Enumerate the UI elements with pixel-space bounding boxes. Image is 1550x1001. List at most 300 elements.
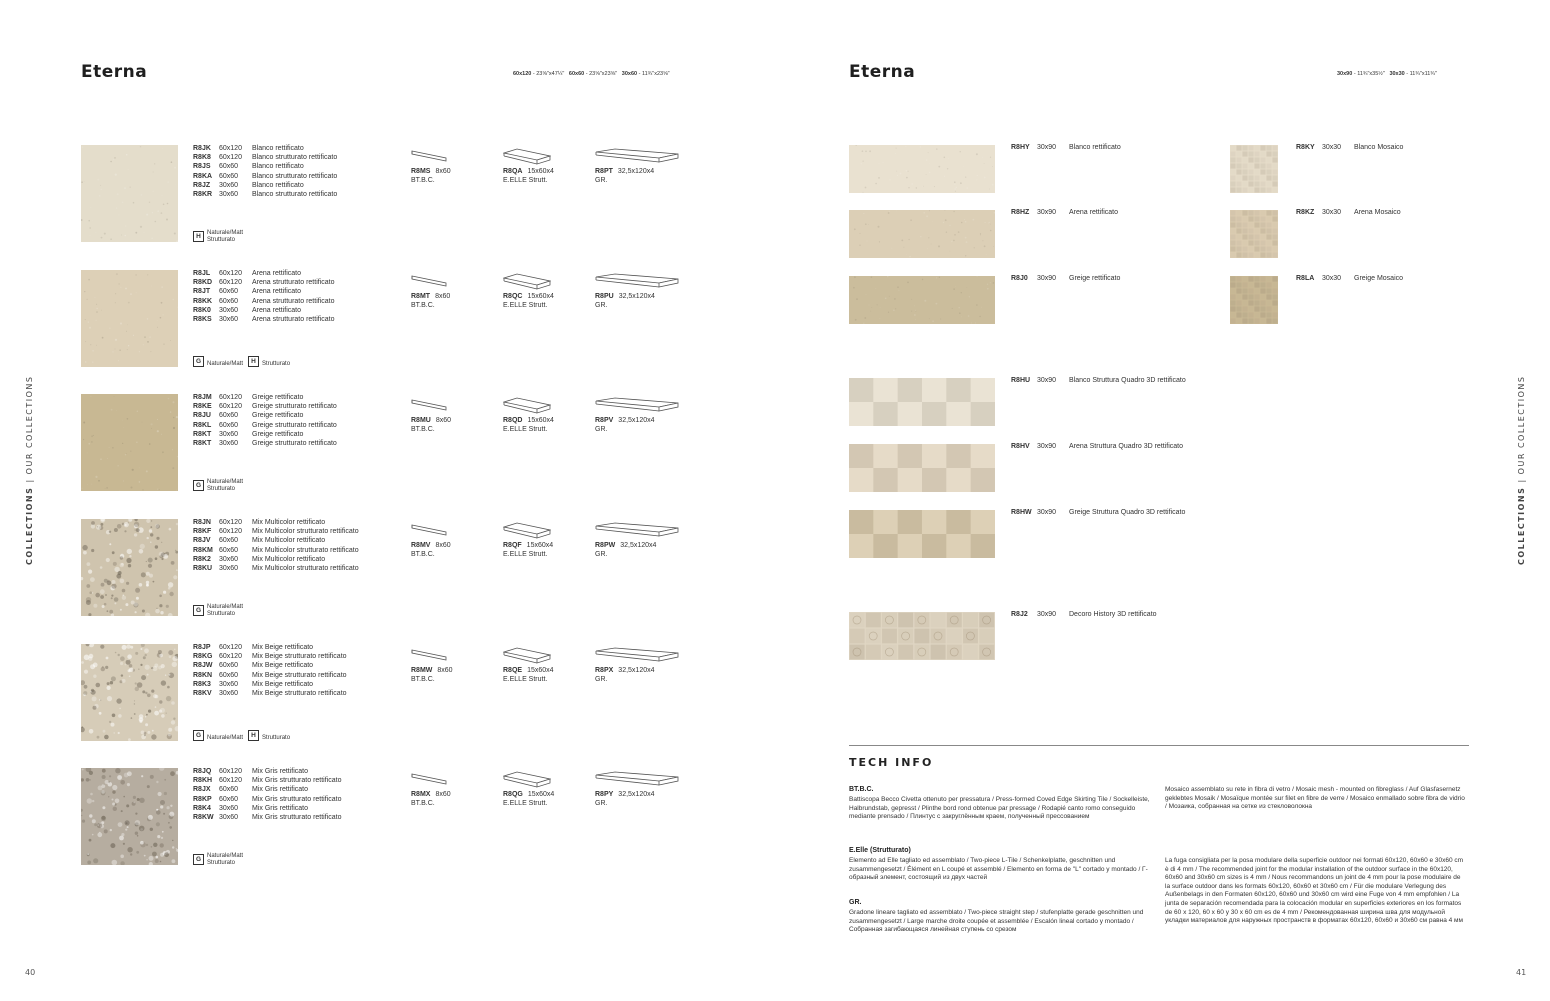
product-name: Mix Beige rettificato [252, 662, 314, 670]
trim-label: E.ELLE Strutt. [503, 426, 548, 433]
product-size: 60x60 [219, 537, 239, 545]
product-name: Mix Multicolor strutturato rettificato [252, 546, 359, 554]
product-name: Greige rettificato [252, 430, 304, 438]
trim-info [503, 167, 554, 185]
product-row [193, 393, 337, 402]
product-size: 60x120 [219, 768, 242, 775]
product-name: Greige strutturato rettificato [252, 421, 337, 429]
trim-code: R8MW [411, 667, 433, 674]
product-name: Arena rettificato [252, 288, 302, 296]
wall-tile-swatch [849, 276, 995, 324]
trim-size: 8x60 [435, 791, 451, 798]
trim-code: R8MX [411, 791, 431, 798]
product-size: 60x120 [219, 154, 242, 162]
left-size-list: 60x120 - 23⅝"x47¼" 60x60 - 23⅝"x23⅝" 30x60 - 11¾"x23⅝" [513, 71, 670, 77]
finish-line: Strutturato [207, 485, 236, 492]
trim-label: GR. [595, 177, 608, 184]
trim-line [503, 167, 554, 176]
wall-tile-info [1011, 275, 1120, 282]
trim-info [595, 292, 655, 310]
trim-label: BT.B.C. [411, 551, 435, 558]
product-code: R8K4 [193, 804, 211, 812]
trim-label: E.ELLE Strutt. [503, 177, 548, 184]
product-size: 60x60 [219, 297, 239, 305]
tile-swatch [81, 145, 178, 242]
size-label: 60x60 [568, 71, 585, 77]
wall-tile-size: 30x90 [1037, 443, 1057, 450]
wall-tile-info [1011, 443, 1183, 450]
mosaic-info [1296, 144, 1403, 151]
trim-code: R8PV [595, 417, 614, 424]
trim-info [411, 167, 451, 185]
trim-size: 32,5x120x4 [617, 168, 655, 175]
trim-size: 8x60 [435, 417, 452, 424]
tech-info-divider [849, 745, 1469, 746]
product-size: 30x60 [219, 814, 239, 822]
step-tile-icon [595, 272, 679, 294]
skirting-tile-icon [411, 147, 447, 167]
product-code-list [193, 643, 347, 698]
right-page-number: 41 [1516, 968, 1527, 977]
trim-info [503, 292, 554, 310]
trim-info [595, 416, 655, 434]
trim-label: GR. [595, 551, 608, 558]
product-size: 60x60 [219, 546, 239, 554]
wall-tile-info [1011, 144, 1121, 151]
wall-tile-name: Blanco rettificato [1069, 144, 1121, 151]
step-tile-icon [595, 646, 679, 668]
trim-code: R8PW [595, 542, 616, 549]
product-row [193, 144, 337, 153]
product-code: R8KK [193, 297, 213, 305]
tech-block-gr [849, 899, 1151, 935]
trim-size: 8x60 [435, 168, 451, 175]
product-size: 60x120 [219, 653, 242, 661]
product-code: R8JZ [193, 181, 211, 189]
tech-info-title: TECH INFO [849, 756, 934, 769]
product-row [193, 795, 341, 804]
side-label-bold: COLLECTIONS [1517, 486, 1526, 565]
trim-size: 15x60x4 [527, 791, 555, 798]
product-code: R8KP [193, 795, 212, 803]
trim-code: R8QG [503, 791, 523, 798]
tile-swatch [81, 644, 178, 741]
product-row [193, 804, 341, 813]
mosaic-code: R8KY [1296, 144, 1315, 151]
product-name: Mix Multicolor strutturato rettificato [252, 528, 359, 536]
product-name: Greige rettificato [252, 394, 304, 401]
trim-line [503, 416, 554, 425]
mosaic-swatch [1230, 210, 1278, 258]
product-row [193, 671, 347, 680]
trim-code: R8QA [503, 168, 523, 175]
tech-joint-note: La fuga consigliata per la posa modulare della superficie outdoor nei formati 60x120, 60x60 e 30x60 cm è di 4 mm / The recommended joint for the modular installation of the outdoor surface in the 60x120, 60x60 and 30x60 cm sizes is 4 mm / Nous recommandons un joint de 4 mm pour la pose modulaire de la surface outdoor dans les formats 60x120, 60x60 et 30x60 cm / Für die modulare Verlegung des Außenbelags in den Formaten 60x120, 60x60 und 30x60 cm wird eine Fuge von 4 mm empfohlen / La junta de separación recomendada para la colocación modular en superficies exteriores en los formatos de 60 x 120, 60 x 60 y 30 x 60 cm es de 4 mm / Рекомендованная ширина шва для модульной укладки материалов для наружных пространств в форматах 60x120, 60x60 и 30x60 см равна 4 мм [1165, 857, 1464, 925]
tile-swatch [81, 768, 178, 865]
tech-block-head: GR. [849, 899, 862, 906]
trim-code: R8QC [503, 293, 523, 300]
step-tile-icon [595, 147, 679, 169]
trim-line [595, 541, 656, 550]
finish-line: Naturale/Matt [207, 361, 244, 367]
product-size: 30x60 [219, 690, 239, 698]
l-tile-icon [503, 272, 551, 294]
product-code: R8JT [193, 288, 211, 296]
product-code: R8JM [193, 394, 212, 401]
tech-block-head: BT.B.C. [849, 786, 874, 793]
trim-size: 15x60x4 [526, 542, 554, 549]
product-size: 30x60 [219, 440, 239, 448]
l-tile-icon [503, 646, 551, 668]
product-row [193, 776, 341, 785]
product-row [193, 278, 334, 287]
mosaic-code: R8KZ [1296, 209, 1315, 216]
product-row [193, 421, 337, 430]
size-inch: 23⅝"x47¼" [536, 71, 565, 77]
trim-line [503, 292, 554, 301]
trim-info [503, 666, 554, 684]
product-row [193, 162, 337, 171]
trim-size: 8x60 [435, 293, 451, 300]
trim-code: R8PU [595, 293, 614, 300]
product-row [193, 297, 334, 306]
trim-code: R8MV [411, 542, 431, 549]
skirting-tile-icon [411, 396, 447, 416]
product-size: 60x60 [219, 421, 239, 429]
trim-info [595, 790, 655, 808]
product-name: Blanco rettificato [252, 145, 304, 152]
product-size: 60x60 [219, 671, 239, 679]
wall-tile-size: 30x90 [1037, 377, 1057, 384]
trim-size: 32,5x120x4 [618, 417, 655, 424]
trim-code: R8PX [595, 667, 614, 674]
product-row [193, 315, 334, 324]
wall-tile-code: R8HW [1011, 509, 1032, 516]
tech-block-head: E.Elle (Strutturato) [849, 847, 911, 854]
trim-info [411, 790, 451, 808]
trim-size: 8x60 [435, 542, 451, 549]
product-size: 60x120 [219, 519, 242, 526]
trim-code: R8PT [595, 168, 613, 175]
product-name: Mix Beige strutturato rettificato [252, 690, 347, 698]
wall-tile-name: Greige rettificato [1069, 275, 1121, 282]
product-name: Mix Beige rettificato [252, 644, 314, 651]
trim-label: GR. [595, 676, 608, 683]
finish-text [207, 735, 243, 742]
product-code: R8JQ [193, 768, 212, 775]
finish-badge: G [193, 730, 204, 741]
product-row [193, 153, 337, 162]
product-size: 30x60 [219, 680, 239, 688]
product-size: 30x60 [219, 316, 239, 324]
finish-line: Strutturato [262, 361, 291, 367]
trim-label: BT.B.C. [411, 676, 435, 683]
side-label-rest: | OUR COLLECTIONS [1517, 375, 1526, 487]
trim-info [595, 666, 655, 684]
size-label: 60x120 [513, 71, 532, 77]
product-size: 30x60 [219, 306, 239, 314]
product-size: 60x60 [219, 786, 239, 794]
trim-info [411, 666, 453, 684]
product-code-list [193, 767, 341, 822]
product-size: 30x60 [219, 181, 239, 189]
product-row [193, 527, 359, 536]
product-size: 60x120 [219, 394, 242, 401]
product-code: R8KT [193, 430, 212, 438]
finish-line: Strutturato [207, 236, 236, 243]
mosaic-code: R8LA [1296, 275, 1315, 282]
finish-legend [193, 230, 248, 243]
finish-legend [193, 729, 295, 742]
product-name: Mix Multicolor rettificato [252, 537, 326, 545]
product-name: Arena strutturato rettificato [252, 279, 335, 287]
wall-tile-code: R8HU [1011, 377, 1031, 384]
product-name: Mix Beige rettificato [252, 680, 314, 688]
product-row [193, 269, 334, 278]
trim-code: R8MT [411, 293, 431, 300]
product-size: 30x60 [219, 804, 239, 812]
product-name: Greige rettificato [252, 412, 304, 420]
trim-info [411, 541, 451, 559]
trim-code: R8QD [503, 417, 523, 424]
product-name: Blanco strutturato rettificato [252, 154, 338, 162]
product-code: R8KM [193, 546, 213, 554]
wall-tile-code: R8HZ [1011, 209, 1030, 216]
left-page-number: 40 [25, 968, 36, 977]
product-code: R8JN [193, 519, 211, 526]
product-row [193, 172, 337, 181]
finish-badge: G [193, 605, 204, 616]
trim-label: BT.B.C. [411, 177, 435, 184]
finish-badge: G [193, 356, 204, 367]
product-size: 60x120 [219, 644, 242, 651]
product-code: R8JW [193, 662, 213, 670]
size-inch: 11¾"x35½" [1357, 71, 1385, 77]
product-size: 60x120 [219, 528, 242, 536]
product-size: 30x60 [219, 555, 239, 563]
trim-info [595, 541, 656, 559]
trim-info [503, 790, 554, 808]
product-name: Blanco strutturato rettificato [252, 172, 338, 180]
product-row [193, 190, 337, 199]
skirting-tile-icon [411, 770, 447, 790]
product-row [193, 767, 341, 776]
trim-size: 15x60x4 [527, 293, 554, 300]
wall-tile-code: R8J2 [1011, 611, 1028, 618]
product-row [193, 402, 337, 411]
trim-info [411, 292, 450, 310]
product-code: R8KN [193, 671, 213, 679]
product-name: Blanco rettificato [252, 163, 304, 171]
product-name: Mix Gris rettificato [252, 804, 309, 812]
finish-text [207, 230, 243, 243]
product-size: 60x60 [219, 795, 239, 803]
product-name: Arena rettificato [252, 270, 302, 277]
finish-line: Strutturato [207, 610, 236, 617]
product-name: Mix Multicolor strutturato rettificato [252, 565, 359, 573]
wall-tile-swatch [849, 145, 995, 193]
finish-badge: H [248, 730, 259, 741]
tech-block-body: Gradone lineare tagliato ed assemblato / Two-piece straight step / stufenplatte gerade geschnitten und zusammengesetzt / Large marche droite coupée et assemblée / Escalón lineal cortado y montado / Собранная загибающаяся линейная ступень со срезом [849, 909, 1144, 934]
product-code: R8JV [193, 537, 211, 545]
product-code: R8KV [193, 690, 212, 698]
product-row [193, 661, 347, 670]
product-code: R8KU [193, 565, 213, 573]
trim-size: 32,5x120x4 [618, 667, 655, 674]
mosaic-size: 30x30 [1322, 275, 1342, 282]
trim-line [411, 292, 450, 301]
wall-tile-size: 30x90 [1037, 144, 1057, 151]
product-size: 60x120 [219, 270, 242, 277]
trim-line [411, 541, 451, 550]
size-label: 30x90 [1337, 71, 1353, 77]
finish-text [262, 361, 290, 368]
trim-label: BT.B.C. [411, 302, 435, 309]
finish-badge: G [193, 854, 204, 865]
finish-legend [193, 355, 295, 368]
tech-block-eelle [849, 847, 1151, 883]
product-code-list [193, 393, 337, 448]
product-code: R8JL [193, 270, 211, 277]
trim-code: R8MU [411, 417, 431, 424]
product-name: Mix Gris strutturato rettificato [252, 814, 342, 822]
wall-tile-name: Arena rettificato [1069, 209, 1119, 216]
product-row [193, 306, 334, 315]
finish-line: Naturale/Matt [207, 479, 244, 485]
product-code: R8JS [193, 163, 211, 171]
wall-tile-code: R8HY [1011, 144, 1030, 151]
trim-size: 8x60 [437, 667, 453, 674]
trim-size: 32,5x120x4 [618, 791, 655, 798]
product-code: R8KE [193, 403, 212, 411]
product-code: R8KT [193, 440, 212, 448]
product-name: Blanco strutturato rettificato [252, 191, 338, 199]
product-name: Arena rettificato [252, 306, 302, 314]
product-code: R8K0 [193, 306, 211, 314]
step-tile-icon [595, 396, 679, 418]
tile-swatch [81, 394, 178, 491]
trim-line [595, 167, 654, 176]
trim-label: E.ELLE Strutt. [503, 302, 548, 309]
wall-tile-size: 30x90 [1037, 209, 1057, 216]
finish-legend [193, 604, 248, 617]
mosaic-name: Greige Mosaico [1354, 275, 1404, 282]
product-code: R8KW [193, 814, 214, 822]
skirting-tile-icon [411, 272, 447, 292]
tile-swatch [81, 519, 178, 616]
product-size: 30x60 [219, 565, 239, 573]
product-code: R8KA [193, 172, 213, 180]
wall-tile-name: Blanco Struttura Quadro 3D rettificato [1069, 377, 1186, 384]
product-size: 60x60 [219, 172, 239, 180]
trim-line [411, 416, 451, 425]
product-size: 60x60 [219, 662, 239, 670]
product-code: R8KS [193, 316, 212, 324]
finish-line: Naturale/Matt [207, 853, 244, 859]
product-name: Mix Gris rettificato [252, 786, 309, 794]
finish-line: Strutturato [207, 859, 236, 866]
mosaic-size: 30x30 [1322, 144, 1342, 151]
product-code: R8KF [193, 528, 212, 536]
product-row [193, 813, 341, 822]
wall-tile-name: Greige Struttura Quadro 3D rettificato [1069, 509, 1186, 516]
product-size: 60x120 [219, 403, 242, 411]
product-row [193, 536, 359, 545]
mosaic-info [1296, 275, 1403, 282]
size-inch: 23⅝"x23⅝" [589, 71, 618, 77]
right-size-list: 30x90 - 11¾"x35½" 30x30 - 11¾"x11¾" [1337, 71, 1437, 77]
trim-line [411, 790, 451, 799]
product-size: 60x120 [219, 279, 242, 287]
wall-tile-size: 30x90 [1037, 275, 1057, 282]
trim-line [503, 541, 553, 550]
l-tile-icon [503, 396, 551, 418]
product-size: 60x120 [219, 777, 242, 785]
product-size: 30x60 [219, 430, 239, 438]
trim-line [595, 790, 655, 799]
wall-tile-size: 30x90 [1037, 509, 1057, 516]
size-label: 30x30 [1389, 71, 1405, 77]
product-size: 30x60 [219, 191, 239, 199]
mosaic-swatch [1230, 276, 1278, 324]
mosaic-name: Arena Mosaico [1354, 209, 1401, 216]
product-row [193, 643, 347, 652]
wall-tile-swatch [849, 612, 995, 660]
side-label-bold: COLLECTIONS [25, 486, 34, 565]
product-name: Greige strutturato rettificato [252, 403, 337, 411]
product-code-list [193, 518, 359, 573]
finish-line: Naturale/Matt [207, 230, 244, 236]
tech-block-btbc [849, 786, 1151, 822]
trim-line [595, 416, 655, 425]
product-row [193, 439, 337, 448]
product-code: R8KG [193, 653, 213, 661]
wall-tile-size: 30x90 [1037, 611, 1057, 618]
product-size: 60x60 [219, 288, 239, 296]
wall-tile-info [1011, 209, 1118, 216]
finish-badge: H [248, 356, 259, 367]
wall-tile-swatch [849, 444, 995, 492]
l-tile-icon [503, 147, 551, 169]
finish-text [207, 361, 243, 368]
product-name: Mix Gris rettificato [252, 768, 309, 775]
product-size: 60x60 [219, 412, 239, 420]
product-code: R8JP [193, 644, 211, 651]
trim-line [503, 790, 554, 799]
product-code: R8KL [193, 421, 212, 429]
right-page-title: Eterna [849, 62, 916, 82]
product-row [193, 564, 359, 573]
tech-block-body: Battiscopa Becco Civetta ottenuto per pressatura / Press-formed Coved Edge Skirting Tile / Sockelleiste, Halbrundstab, gepresst / Plinthe bord rond obtenue par pressage / Rodapié canto romo conseguido mediante prensado / Плинтус с закруглённым краем, полученный прессованием [849, 796, 1150, 821]
trim-line [411, 167, 451, 176]
product-name: Mix Multicolor rettificato [252, 555, 326, 563]
product-name: Mix Beige strutturato rettificato [252, 653, 347, 661]
product-row [193, 689, 347, 698]
product-code: R8K3 [193, 680, 211, 688]
product-row [193, 181, 337, 190]
product-row [193, 411, 337, 420]
product-row [193, 652, 347, 661]
wall-tile-info [1011, 611, 1157, 618]
mosaic-name: Blanco Mosaico [1354, 144, 1404, 151]
size-inch: 11¾"x23⅝" [641, 71, 670, 77]
trim-label: BT.B.C. [411, 426, 435, 433]
tech-mosaic-note: Mosaico assemblato su rete in fibra di vetro / Mosaic mesh - mounted on fibreglass / Auf Glasfasernetz geklebtes Mosaik / Mosaïque montée sur filet en fibre de verre / Mosaico enmallado sobre fibra de vidrio / Мозаика, собранная на сетке из стекловолокна [1165, 786, 1465, 811]
tile-swatch [81, 270, 178, 367]
wall-tile-code: R8HV [1011, 443, 1030, 450]
finish-text [262, 735, 290, 742]
l-tile-icon [503, 521, 551, 543]
trim-code: R8QF [503, 542, 522, 549]
